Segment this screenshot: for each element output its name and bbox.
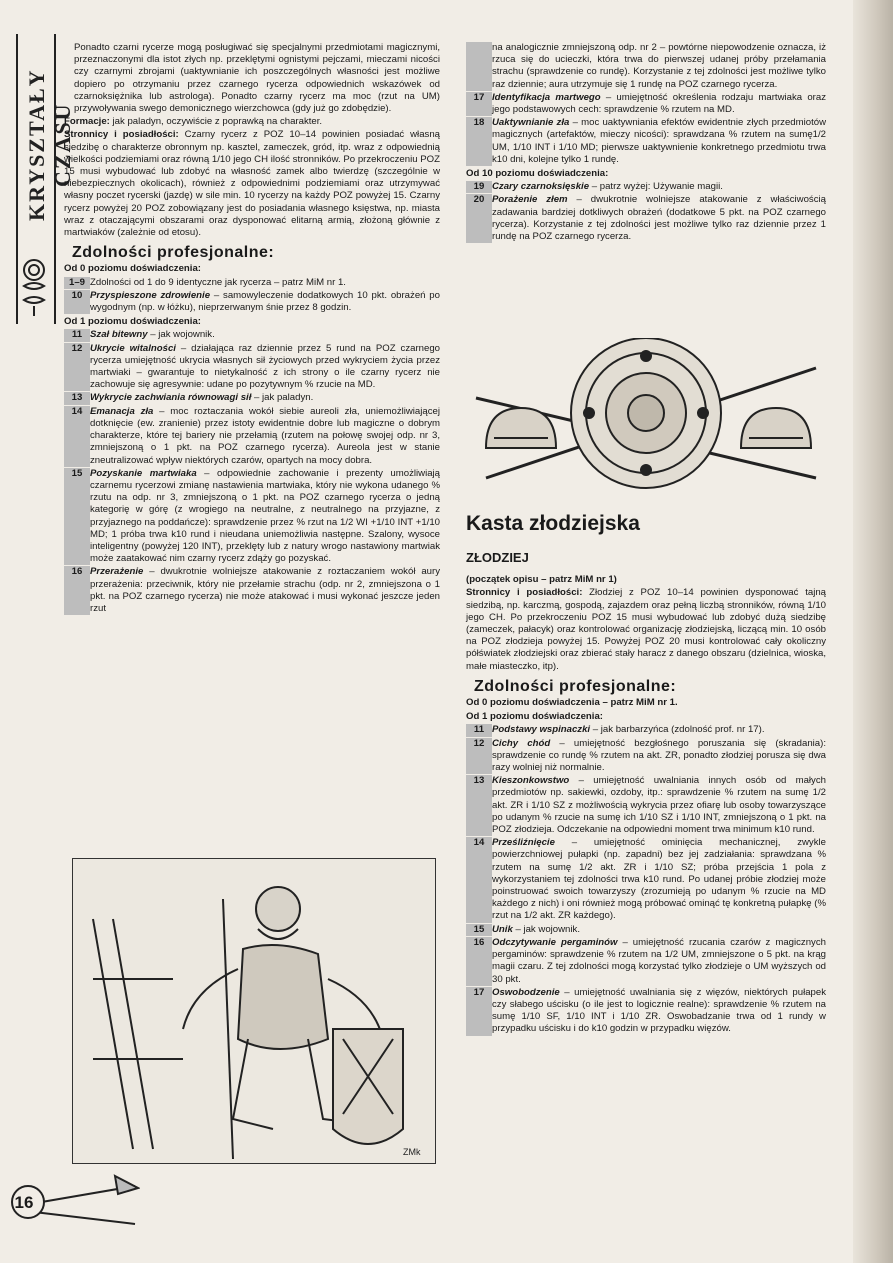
- ability-number: 16: [466, 937, 492, 986]
- ability-description: [492, 924, 826, 936]
- ability-description: [492, 937, 826, 986]
- ability-title: Odczytywanie pergaminów: [492, 936, 618, 948]
- ability-number: 1–9: [64, 277, 90, 289]
- ability-text: – jak wojownik.: [512, 923, 580, 935]
- ability-title: Uaktywnianie zła: [492, 117, 570, 129]
- ability-item: [64, 468, 440, 566]
- continued-text: na analogicznie zmniejszoną odp. nr 2 – powtórne niepowodzenie oznacza, iż rzuca się do ucieczki, która trwa do pierwszej udanej próby przełamania strachu (sprawdzenie co rundę). Korzystanie z tej zdolności jest możliwe tylko raz dziennie; aura utrzymuje się 1 rundę na POZ czarnego rycerza.: [492, 42, 826, 90]
- intro-paragraph: Ponadto czarni rycerze mogą posługiwać się specjalnymi przedmiotami magicznymi, przeznaczonymi dla istot złych np. przeklętymi ognistymi pejczami, mieczami nicości czy czarnymi zbrojami (uaktywnianie ich poszczególnych własności jest możliwe dopiero po otrzymaniu przez czarnego rycerza odpowiednich wskazówek od czarnoksiężnika lub astrologa). Ponadto czarny rycerz ma moc (rzut na UM) przywoływania swego demonicznego wierzchowca (gdy już go zdobędzie).: [74, 42, 440, 115]
- ability-text: – jak paladyn.: [251, 392, 314, 404]
- ability-number: 17: [466, 92, 492, 116]
- ability-item: [466, 775, 826, 836]
- ability-text: – jak barbarzyńca (zdolność prof. nr 17).: [590, 724, 765, 736]
- ability-description: [492, 837, 826, 922]
- stronnicy-paragraph: [64, 129, 440, 239]
- level-heading: Od 10 poziomu doświadczenia:: [466, 168, 609, 180]
- illustration-signature: ZMk: [403, 1147, 421, 1157]
- ability-list: [466, 92, 826, 166]
- ability-number: 13: [64, 392, 90, 404]
- ability-number-bar: [466, 42, 492, 91]
- ability-description: [90, 566, 440, 615]
- ability-item: [64, 392, 440, 404]
- ability-description: [492, 724, 826, 736]
- ability-text: – dwukrotnie wolniejsze atakowanie z właściwością zadawania bardziej dotkliwych obrażeń (dodatkowe 5 pkt. na POZ czarnego rycerza). Korzystanie z tej zdolności jest możliwe tylko raz dziennie przez 1 rundę na POZ czarnego rycerza.: [492, 194, 826, 243]
- ability-item: [466, 117, 826, 166]
- black-knight-illustration: [72, 858, 436, 1164]
- ability-number: 15: [64, 468, 90, 566]
- ability-number: 15: [466, 924, 492, 936]
- ability-description: [90, 277, 440, 289]
- page-number: 16: [14, 1193, 34, 1212]
- ability-number: 20: [466, 194, 492, 243]
- ability-number: 14: [466, 837, 492, 922]
- ability-list: [466, 181, 826, 243]
- ability-title: Porażenie złem: [492, 194, 568, 206]
- level-heading: Od 1 poziomu doświadczenia:: [64, 316, 201, 328]
- ability-item: [64, 329, 440, 341]
- ability-title: Unik: [492, 923, 513, 935]
- class-title: ZŁODZIEJ: [466, 550, 529, 565]
- ability-title: Szał bitewny: [90, 329, 148, 341]
- caste-title: Kasta złodziejska: [466, 512, 640, 535]
- ability-description: [90, 468, 440, 566]
- ability-text: – umiejętność rzucania czarów z magicznych pergaminów: sprawdzenie % rzutem na 1/2 UM, zmniejszone o 5 pkt. na krąg magii czaru. Z tej zdolności mogą korzystać tylko złodzieje o UM wyższych od 30 pkt.: [492, 936, 826, 985]
- ability-number: 12: [64, 343, 90, 392]
- ability-item: [466, 837, 826, 922]
- start-note: (początek opisu – patrz MiM nr 1): [466, 574, 617, 586]
- ability-title: Identyfikacja martwego: [492, 91, 601, 103]
- thief-stronnicy-text: Złodziej z POZ 10–14 powinien dysponować tajną siedzibą, np. karczmą, gospodą, zajazdem oraz pełną liczbą stronników, równą 1/10 jego CH. Po przekroczeniu POZ 15 musi wybudować lub zdobyć dużą siedzibę (zameczek, pałacyk) oraz kontrolować organizację złodziejską, liczącą min. 10 osób na POZ złodzieja powyżej 15. Powyżej POZ 20 musi kontrolować cały okoliczny półświatek złodziejski oraz zbierać stały haracz z danego obszaru (dzielnica, wioska, małe miasteczko, itp).: [466, 587, 827, 672]
- ability-item: [466, 987, 826, 1036]
- ability-text: – umiejętność bezgłośnego poruszania się (skradania): sprawdzenie co rundę % rzutem na akt. ZR, ponadto złodziej porusza się dwa razy wolniej niż normalnie.: [492, 737, 826, 774]
- ability-number: 11: [466, 724, 492, 736]
- page-edge-shadow: [853, 0, 893, 1263]
- ability-title: Oswobodzenie: [492, 986, 560, 998]
- ability-title: Cichy chód: [492, 737, 551, 749]
- ability-item: [466, 724, 826, 736]
- ability-text: – umiejętność określenia rodzaju martwiaka oraz jego podstawowych cech: sprawdzenie % rzutem na MD.: [492, 91, 826, 116]
- ability-item: [64, 406, 440, 467]
- ability-number: 13: [466, 775, 492, 836]
- ability-item: [466, 937, 826, 986]
- ability-title: Emanacja zła: [90, 405, 154, 417]
- ability-text: – patrz wyżej: Używanie magii.: [589, 181, 723, 193]
- ability-description: [492, 738, 826, 775]
- stronnicy-text: Czarny rycerz z POZ 10–14 powinien posiadać własną siedzibę o charakterze obronnym np. kasztel, zameczek, gród, itp. wraz z odpowiednią wielkości podziemiami oraz równą 1/10 jego CH ilość stronników. Po przekroczeniu POZ 15 musi wybudować lub zdobyć na własność zamek albo twierdzę (szczególnie w niebezpiecznych okolicach), również z odpowiednimi podziemiami oraz utrzymywać własny poczet rycerski (jazdę) w sile min. 10 rycerzy na każdy POZ powyżej 15. Czarny rycerz powyżej 20 POZ zobowiązany jest do posiadania własnego księstwa, np. miasta wraz z otaczającymi obszarami oraz dysponować elitarną armią, złożoną głównie z martwiaków (zależnie od etosu).: [64, 129, 440, 239]
- ability-text: Zdolności od 1 do 9 identyczne jak rycerza – patrz MiM nr 1.: [90, 276, 346, 288]
- ability-title: Wykrycie zachwiania równowagi sił: [90, 392, 252, 404]
- ability-list: [64, 277, 440, 315]
- ability-text: – moc roztaczania wokół siebie aureoli zła, uniemożliwiającej dotknięcie (ew. zranienie) przez istoty ewidentnie dobre lub magiczne o dobrym charakterze, które tej bariery nie przełamią (rzutem na połowę swojej odp. nr 3, zmniejszoną o 1 pkt. na POZ czarnego rycerza). Aureola jest w stanie zneutralizować wpływ niektórych czarów, opartych na mocy dobra.: [90, 405, 440, 466]
- ability-description: [492, 987, 826, 1036]
- side-banner: [16, 34, 75, 324]
- ability-text: – dwukrotnie wolniejsze atakowanie z roztaczaniem wokół aury przerażenia: przeciwnik, który nie przełamie strachu (odp. nr 2, zmniejszona o 1 pkt. na POZ czarnego rycerza) nie może atakować i musi wykonać jeszcze jeden rzut: [90, 566, 440, 614]
- ability-description: [492, 775, 826, 836]
- ability-text: – jak wojownik.: [147, 329, 215, 341]
- ability-item: [466, 181, 826, 193]
- ability-item: [64, 343, 440, 392]
- ability-number: 18: [466, 117, 492, 166]
- formacje-paragraph: [64, 116, 440, 128]
- formacje-text: jak paladyn, oczywiście z poprawką na charakter.: [109, 116, 323, 128]
- ability-number: 11: [64, 329, 90, 341]
- right-column-top: [466, 42, 826, 244]
- ability-title: Prześliźnięcie: [492, 837, 555, 849]
- left-column: [64, 42, 440, 616]
- black-knight-drawing: [73, 859, 435, 1163]
- stronnicy-label: Stronnicy i posiadłości:: [64, 129, 179, 141]
- level-heading: Od 0 poziomu doświadczenia:: [64, 263, 201, 275]
- ability-description: [90, 290, 440, 314]
- ability-item: [466, 92, 826, 116]
- continued-ability: [466, 42, 826, 91]
- ability-title: Pozyskanie martwiaka: [90, 467, 197, 479]
- section-title: Zdolności profesjonalne:: [72, 244, 275, 262]
- thief-stronnicy-label: Stronnicy i posiadłości:: [466, 587, 583, 599]
- ability-number: 14: [64, 406, 90, 467]
- ability-number: 12: [466, 738, 492, 775]
- formacje-label: Formacje:: [64, 116, 110, 128]
- level-heading: Od 0 poziomu doświadczenia – patrz MiM nr 1.: [466, 697, 678, 709]
- ability-description: [492, 181, 826, 193]
- ability-item: [64, 290, 440, 314]
- ability-number: 16: [64, 566, 90, 615]
- ability-description: [90, 392, 440, 404]
- ability-description: [90, 406, 440, 467]
- ability-text: – umiejętność ominięcia mechanicznej, zwykle powierzchniowej pułapki (np. zapadni) bez jej zadziałania: sprawdzana % rzutem na sumę 1/2 akt. ZR i 1/10 SZ; próba przejścia 1 pola z wykorzystaniem tej zdolności trwa k10 rund. Po udanej próbie złodziej może poinstruować swoich towarzyszy (zrozumieją po udanym % rzucie na MD każdego z nich) i oni również mogą próbować ominąć tę konkretną pułapkę (% rzut na 1/2 akt. ZR każdego).: [492, 837, 826, 922]
- ability-item: [466, 738, 826, 775]
- side-banner-title: KRYSZTAŁY CZASU: [24, 68, 75, 222]
- ability-title: Ukrycie witalności: [90, 342, 176, 354]
- ability-title: Przerażenie: [90, 566, 144, 578]
- ability-text: – umiejętność uwalniania się z więzów, niektórych pułapek czy słabego uścisku (o ile jest to logicznie realne): sprawdzenie % rzutem na sumę 1/10 SF, 1/10 INT i 1/10 ZR. Oswobadzanie trwa od 1 rundy w przypadku uścisku i do k10 godzin w przypadku więzów.: [492, 986, 826, 1035]
- right-column-bottom: [466, 552, 826, 1037]
- ability-description: [492, 117, 826, 166]
- ability-description: [492, 194, 826, 243]
- ability-text: – moc uaktywniania efektów ewidentnie złych przedmiotów magicznych (artefaktów, mieczy nicości): sprawdzana % rzutem na sumę1/2 UM, 1/10 INT i 1/10 MD; pierwsze uaktywnienie konkretnego przedmiotu trwa k10 dni, kolejne tylko 1 rundę.: [492, 117, 826, 165]
- ability-description: [90, 343, 440, 392]
- ability-title: Czary czarnoksięskie: [492, 181, 590, 193]
- ability-text: – samowyleczenie dodatkowych 10 pkt. obrażeń po wygodnym (np. w łóżku), nieprzerwanym śnie przez 8 godzin.: [90, 289, 440, 314]
- ability-text: – działająca raz dziennie przez 5 rund na POZ czarnego rycerza umiejętność ukrycia własnych sił życiowych przed wykryciem życia przez martwiaki – gwarantuje to nietykalność z ich strony o ile czarny rycerz nie zachowuje się agresywnie: udane po pozytywnym % rzucie na MD.: [90, 342, 441, 391]
- thief-section-title: Zdolności profesjonalne:: [474, 677, 677, 695]
- thief-stronnicy-paragraph: [466, 587, 826, 672]
- ability-item: [64, 277, 440, 289]
- ability-text: – odpowiednie zachowanie i prezenty umożliwiają czarnemu rycerzowi zmianę nastawienia martwiaka, który nie wykona udanego % rzutu na odp. nr 3, zmniejszoną o 1 pkt. na POZ czarnego rycerza o jedną kategorię w górę (z wrogiego na neutralne, z neutralnego na przyjazne, z przyjaznego na poddańcze): sprawdzenie przez % rzut na 1/2 WI +1/10 INT +1/10 MD; 1 próba trwa k10 rund i nieudana uniemożliwia następne. Szalony, wysoce inteligentny (powyżej 120 INT), przeklęty lub z natury wrogo nastawiony martwiak może zaatakować nim czarny rycerz zdąży go pozyskać.: [90, 467, 440, 565]
- ability-number: 10: [64, 290, 90, 314]
- ability-description: [90, 329, 440, 341]
- ability-title: Podstawy wspinaczki: [492, 724, 591, 736]
- level-heading: Od 1 poziomu doświadczenia:: [466, 711, 603, 723]
- ability-item: [466, 924, 826, 936]
- celtic-knot-ornament: [20, 256, 48, 316]
- ability-number: 17: [466, 987, 492, 1036]
- ability-text: – umiejętność uwalniania innych osób od małych przedmiotów np. sakiewki, ozdoby, itp.: sprawdzenie % rzutem na sumę 1/2 akt. ZR i 1/10 SZ z możliwością wykrycia przez ofiarę lub osoby towarzyszące po udanym % rzucie na sumę ich 1/10 SZ i 1/10 INT, zmniejszoną o 1 pkt. na POZ złodzieja. Odczekanie na odpowiedni moment trwa minimum k10 rund.: [492, 775, 826, 836]
- ability-item: [466, 194, 826, 243]
- ability-list: [466, 724, 826, 1035]
- ability-title: Kieszonkowstwo: [492, 775, 570, 787]
- ability-description: [492, 92, 826, 116]
- ability-title: Przyspieszone zdrowienie: [90, 289, 211, 301]
- ability-list: [64, 329, 440, 615]
- shield-helmets-illustration: [466, 338, 826, 498]
- ability-item: [64, 566, 440, 615]
- ability-number: 19: [466, 181, 492, 193]
